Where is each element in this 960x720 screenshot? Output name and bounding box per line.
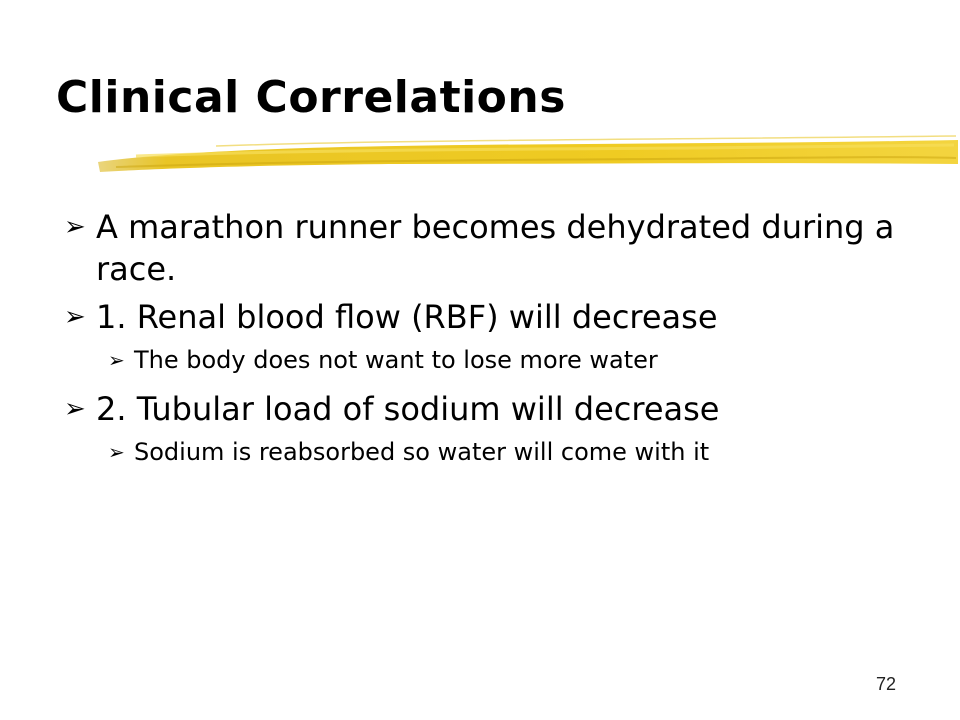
bullet-text: Sodium is reabsorbed so water will come with it xyxy=(134,438,710,466)
arrow-bullet-icon: ➢ xyxy=(64,394,86,424)
bullet-list xyxy=(64,206,924,480)
list-item xyxy=(108,436,924,468)
arrow-bullet-icon: ➢ xyxy=(108,348,125,372)
arrow-bullet-icon: ➢ xyxy=(108,440,125,464)
slide-title: Clinical Correlations xyxy=(56,72,566,123)
bullet-text: The body does not want to lose more water xyxy=(134,346,658,374)
list-item xyxy=(64,206,924,290)
bullet-text: A marathon runner becomes dehydrated during a race. xyxy=(96,208,895,288)
list-item xyxy=(64,388,924,430)
bullet-text: 1. Renal blood flow (RBF) will decrease xyxy=(96,298,718,336)
list-item xyxy=(108,344,924,376)
page-number: 72 xyxy=(875,674,896,694)
arrow-bullet-icon: ➢ xyxy=(64,212,86,242)
bullet-text: 2. Tubular load of sodium will decrease xyxy=(96,390,720,428)
arrow-bullet-icon: ➢ xyxy=(64,302,86,332)
title-underline-brushstroke xyxy=(96,134,960,182)
list-item xyxy=(64,296,924,338)
